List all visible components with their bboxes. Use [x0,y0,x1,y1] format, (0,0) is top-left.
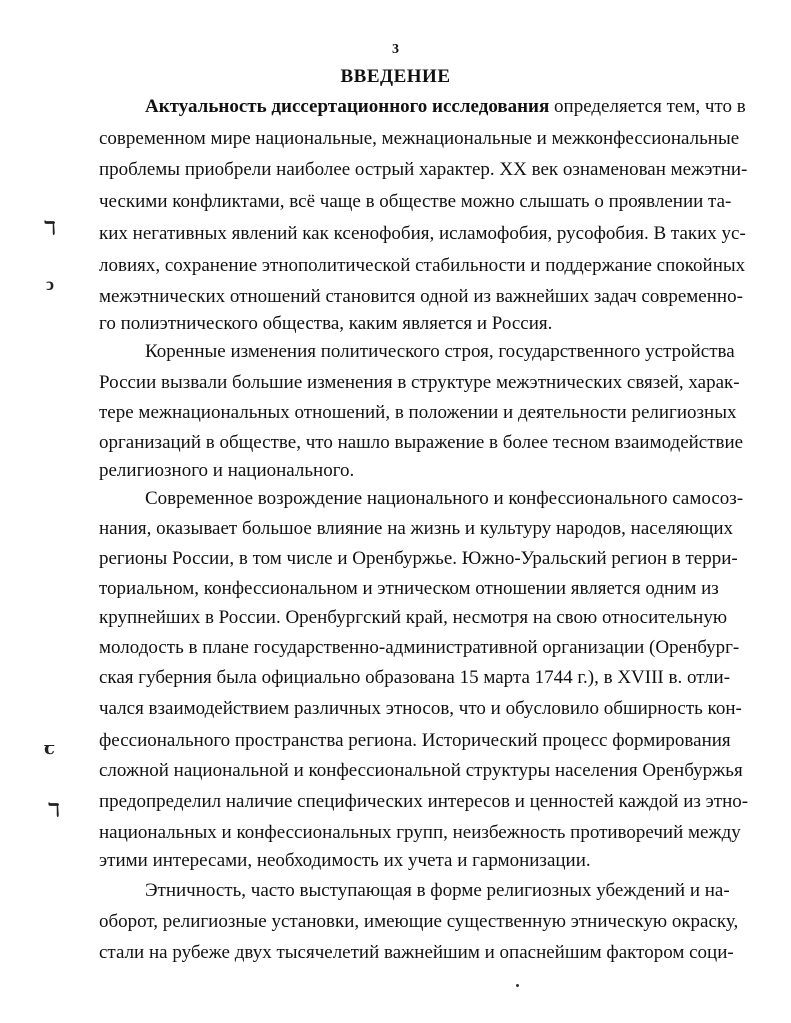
page-number: 3 [392,42,399,57]
text-line: Коренные изменения политического строя, государственного устройства [145,341,735,362]
text-line: нания, оказывает большое влияние на жизнь и культуру народов, населяющих [99,518,734,539]
margin-scribble-3: ꞇ [44,738,55,758]
text-line: го полиэтнического общества, каким является и Россия. [99,313,553,334]
text-line: Современное возрождение национального и конфессионального самосоз- [145,488,744,509]
lead-rest-text: определяется тем, что в [549,96,746,117]
text-line: стали на рубеже двух тысячелетий важнейшим и опаснейшим фактором соци- [99,942,734,963]
text-line: крупнейших в России. Оренбургский край, несмотря на свою относительную [99,607,728,628]
text-line: фессионального пространства региона. Исторический процесс формирования [99,730,731,751]
text-line: Этничность, часто выступающая в форме религиозных убеждений и на- [145,880,730,901]
text-line-1 [145,92,746,122]
text-line: ская губерния была официально образована 15 марта 1744 г.), в XVIII в. отли- [99,667,731,688]
margin-scribble-1: ℸ [44,218,56,238]
text-line: ческими конфликтами, всё чаще в обществе можно слышать о проявлении та- [99,191,732,212]
margin-scribble-4: ℸ [48,800,60,820]
text-line: России вызвали большие изменения в структуре межэтнических связей, харак- [99,372,740,393]
text-line: сложной национальной и конфессиональной структуры населения Оренбуржья [99,760,743,781]
text-line: проблемы приобрели наиболее острый характер. XX век ознаменован межэтни- [99,159,748,180]
text-line: межэтнических отношений становится одной из важнейших задач современно- [99,286,743,307]
ink-dot [516,984,519,987]
text-line: национальных и конфессиональных групп, неизбежность противоречий между [99,822,741,843]
text-line: молодость в плане государственно-административной организации (Оренбург- [99,637,740,658]
text-line: современном мире национальные, межнациональные и межконфессиональные [99,128,740,149]
text-line: оборот, религиозные установки, имеющие существенную этническую окраску, [99,911,739,932]
text-line: ких негативных явлений как ксенофобия, исламофобия, русофобия. В таких ус- [99,223,746,244]
text-line: религиозного и национального. [99,460,355,481]
text-line: тере межнациональных отношений, в положении и деятельности религиозных [99,402,737,423]
text-line: этими интересами, необходимость их учета и гармонизации. [99,850,591,871]
text-line: предопределил наличие специфических интересов и ценностей каждой из этно- [99,791,749,812]
lead-bold-text: Актуальность диссертационного исследования [145,96,550,117]
text-line: регионы России, в том числе и Оренбуржье. Южно-Уральский регион в терри- [99,548,738,569]
text-line: ториальном, конфессиональном и этническом отношении является одним из [99,578,719,599]
page-heading: ВВЕДЕНИЕ [340,66,451,87]
margin-scribble-2: ↄ [46,274,54,294]
text-line: ловиях, сохранение этнополитической стабильности и поддержание спокойных [99,255,746,276]
text-line: организаций в обществе, что нашло выражение в более тесном взаимодействие [99,432,744,453]
text-line: чался взаимодействием различных этносов, что и обусловило обширность кон- [99,698,742,719]
